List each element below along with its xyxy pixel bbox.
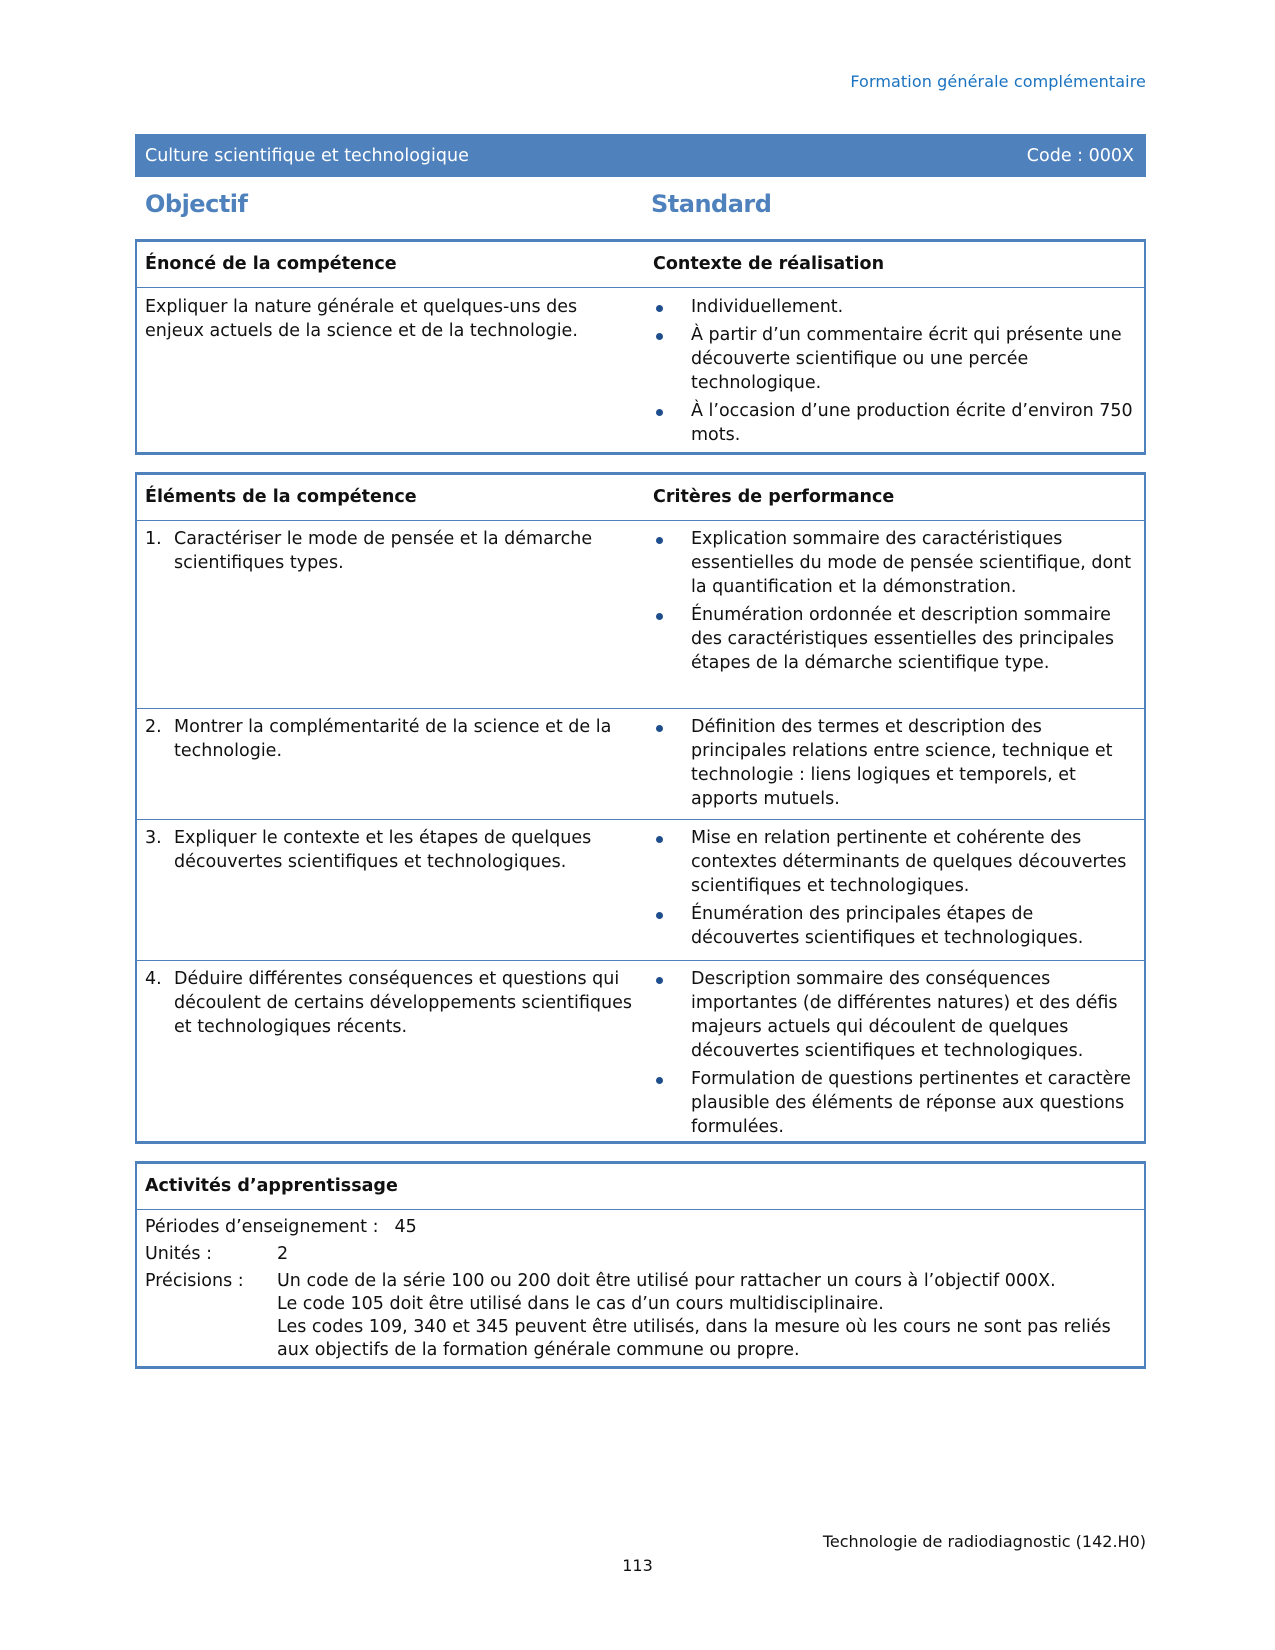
table-row [137,960,1144,1147]
units-value: 2 [277,1244,289,1264]
header-elements: Éléments de la compétence [145,487,417,507]
course-title: Culture scientifique et technologique [145,145,469,166]
element-text: Expliquer le contexte et les étapes de quelques découvertes scientifiques et technologiques. [174,828,592,872]
list-item [653,295,1136,319]
list-item-text: Mise en relation pertinente et cohérente des contextes déterminants de quelques découvertes scientifiques et technologiques. [691,828,1127,896]
element-text: Caractériser le mode de pensée et la démarche scientifiques types. [174,529,593,573]
periods-label: Périodes d’enseignement : [145,1217,379,1237]
precision-item: Le code 105 doit être utilisé dans le cas d’un cours multidisciplinaire. [277,1294,884,1314]
bullet-icon [656,977,663,984]
element-number: 1. [145,529,162,549]
table-row [137,287,1144,455]
activities-title: Activités d’apprentissage [145,1176,398,1196]
periods-line [145,1216,1136,1239]
footer-program: Technologie de radiodiagnostic (142.H0) [822,1532,1146,1551]
list-item-text: À l’occasion d’une production écrite d’environ 750 mots. [691,401,1133,445]
element-4 [137,961,643,1147]
elements-table [135,472,1146,1144]
standard-heading: Standard [651,190,772,218]
precisions-text [277,1270,1136,1362]
list-item-text: Énumération ordonnée et description sommaire des caractéristiques essentielles des principales étapes de la démarche scientifique type. [691,605,1115,673]
table-row [137,520,1144,708]
header-statement: Énoncé de la compétence [145,254,397,274]
list-item [653,399,1136,447]
list-item-text: Individuellement. [691,297,844,317]
criteria-cell [643,961,1144,1147]
objective-heading: Objectif [145,190,248,218]
list-item-text: À partir d’un commentaire écrit qui présente une découverte scientifique ou une percée technologique. [691,325,1122,393]
element-number: 4. [145,969,162,989]
list-item [653,902,1136,950]
element-number: 3. [145,828,162,848]
page-number: 113 [622,1556,653,1575]
context-list-cell [643,288,1144,455]
periods-value: 45 [394,1217,417,1237]
list-item [653,527,1136,599]
table-row [137,708,1144,819]
element-1 [137,521,643,708]
competency-statement: Expliquer la nature générale et quelques-uns des enjeux actuels de la science et de la technologie. [145,297,578,341]
header-criteria: Critères de performance [653,487,895,507]
bullet-icon [656,537,663,544]
list-item [653,967,1136,1063]
table-row [137,819,1144,960]
competency-table [135,239,1146,455]
list-item [653,715,1136,811]
bullet-icon [656,409,663,416]
criteria-cell [643,521,1144,708]
running-header: Formation générale complémentaire [850,72,1146,91]
bullet-icon [656,725,663,732]
element-3 [137,820,643,960]
criteria-list [653,527,1136,675]
precision-item: Les codes 109, 340 et 345 peuvent être utilisés, dans la mesure où les cours ne sont pas reliés aux objectifs de la formation générale commune ou propre. [277,1317,1111,1360]
units-label: Unités : [145,1244,212,1264]
bullet-icon [656,305,663,312]
bullet-icon [656,912,663,919]
list-item [653,826,1136,898]
context-list [653,295,1136,447]
list-item-text: Énumération des principales étapes de découvertes scientifiques et technologiques. [691,904,1084,948]
activities-table [135,1161,1146,1369]
bullet-icon [656,333,663,340]
bullet-icon [656,613,663,620]
activities-body [137,1210,1144,1374]
criteria-list [653,715,1136,811]
precisions-line [145,1270,1136,1362]
course-code: Code : 000X [1026,145,1134,166]
precisions-label: Précisions : [145,1271,244,1291]
element-text: Déduire différentes conséquences et questions qui découlent de certains développements scientifiques et technologiques récents. [174,969,632,1037]
list-item-text: Explication sommaire des caractéristiques essentielles du mode de pensée scientifique, dont la quantification et la démonstration. [691,529,1132,597]
element-text: Montrer la complémentarité de la science et de la technologie. [174,717,612,761]
bullet-icon [656,1077,663,1084]
bullet-icon [656,836,663,843]
list-item-text: Définition des termes et description des principales relations entre science, technique et technologie : liens logiques et temporels, et apports mutuels. [691,717,1113,809]
criteria-list [653,967,1136,1139]
list-item [653,1067,1136,1139]
criteria-cell [643,820,1144,960]
units-line [145,1243,1136,1266]
table-header-row [137,475,1144,520]
activities-body-row [137,1209,1144,1374]
table-header-row [137,242,1144,287]
table-header-row [137,1164,1144,1209]
header-context: Contexte de réalisation [653,254,885,274]
criteria-cell [643,709,1144,819]
list-item-text: Description sommaire des conséquences importantes (de différentes natures) et des défis majeurs actuels qui découlent de quelques découvertes scientifiques et technologiques. [691,969,1118,1061]
list-item [653,323,1136,395]
list-item-text: Formulation de questions pertinentes et caractère plausible des éléments de réponse aux questions formulées. [691,1069,1131,1137]
list-item [653,603,1136,675]
criteria-list [653,826,1136,950]
section-titles [135,190,1146,226]
element-number: 2. [145,717,162,737]
element-2 [137,709,643,819]
course-banner [135,134,1146,177]
precision-item: Un code de la série 100 ou 200 doit être utilisé pour rattacher un cours à l’objectif 000X. [277,1271,1056,1291]
